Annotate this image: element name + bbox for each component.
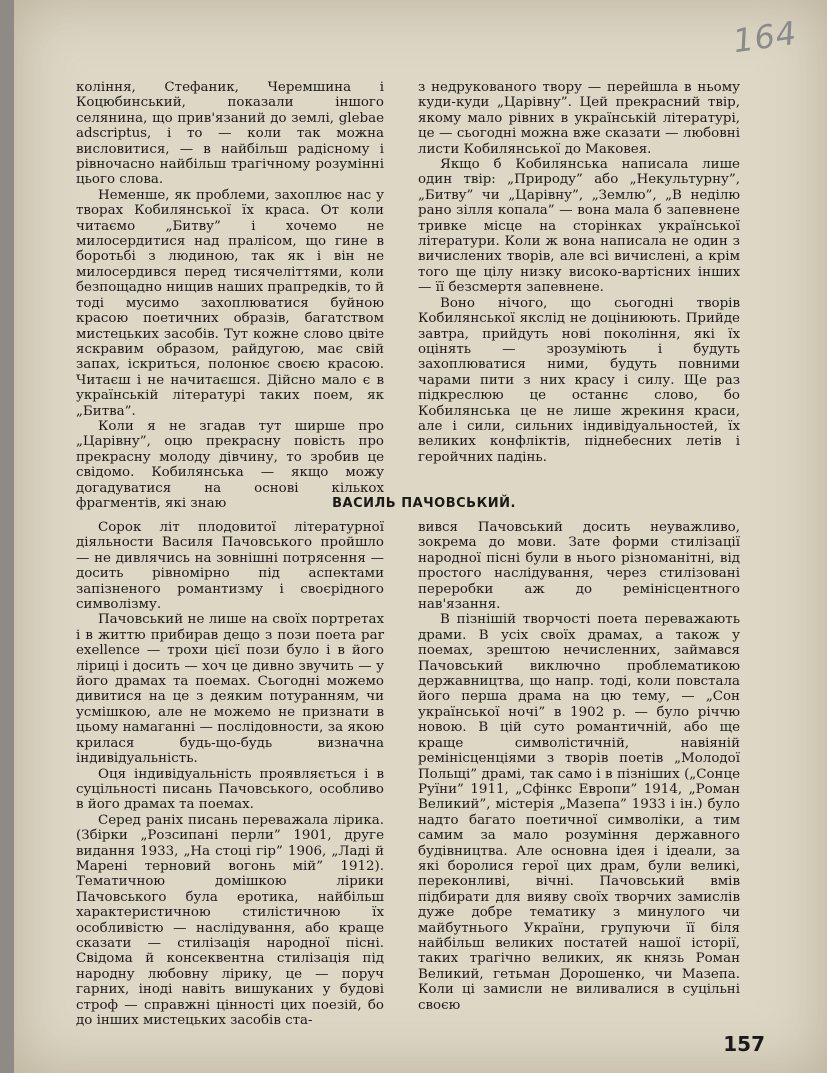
page-number: 157: [723, 1032, 765, 1056]
column-bottom-left: [76, 520, 384, 1028]
column-top-right: [418, 80, 740, 465]
paragraph: Якщо б Кобилянська написала лише один твір: „Природу” або „Некультурну”, „Битву” чи „Царівну”, „Землю”, „В неділю рано зілля копала” — вона мала б запевнене тривке місце на сторінках української літератури. Коли ж вона написала не один з вичислених творів, але всі вичислені, а крім того ще цілу низку високо-вартісних інших — її безсмертя запевнене.: [418, 157, 740, 296]
paragraph: з недрукованого твору — перейшла в ньому куди-куди „Царівну”. Цей прекрасний твір, якому мало рівних в українській літературі, це — сьогодні можна вже сказати — любовні листи Кобилянської до Маковея.: [418, 80, 740, 157]
paragraph: В пізнішій творчості поета переважають драми. В усіх своїх драмах, а також у поемах, зрештою нечисленних, займався Пачовський виключно проблематикою державництва, що напр. тоді, коли повстала його перша драма на цю тему, — „Сон української ночі” в 1902 р. — було річчю новою. В цій суто романтичній, або ще краще символістичній, навіяній ремінісценціями з творів поетів „Молодої Польщі” драмі, так само і в пізніших („Сонце Руїни” 1911, „Сфінкс Европи” 1914, „Роман Великий”, містерія „Мазепа” 1933 і ін.) було надто багато поетичної символіки, а тим самим за мало розуміння державного будівництва. Але основна ідея і ідеали, за які боролися герої цих драм, були великі, переконливі, вічні. Пачовський вмів підбирати для вияву своїх творчих замислів дуже добре тематику з минулого чи майбутнього України, групуючи її біля найбільш великих постатей нашої історії, таких трагічно великих, як князь Роман Великий, гетьман Дорошенко, чи Мазепа. Коли ці замисли не виливалися в суцільні своєю: [418, 612, 740, 1013]
paragraph: Пачовський не лише на своїх портретах і в життю прибирав дещо з пози поета par exellence — трохи цієї пози було і в його ліриці і досить — хоч це дивно звучить — у його драмах та поемах. Сьогодні можемо дивитися на це з деяким потуранням, чи усмішкою, але не можемо не признати в цьому намаганні — послідовности, за якою крилася будь-що-будь визначна індивідуальність.: [76, 612, 384, 767]
column-top-left: [76, 80, 384, 511]
paragraph: Серед раніх писань переважала лірика. (Збірки „Розсипані перли” 1901, друге видання 1933, „На стоці гір” 1906, „Ладі й Марені терновий вогонь мій” 1912). Тематичною домішкою лірики Пачовського була еротика, найбільш характеристичною стилістичною їх особливістю — наслідування, або краще сказати — стилізація народної пісні. Свідома й консеквентна стилізація під народну любовну лірику, це — поруч гарних, іноді навіть вишуканих у будові строф — справжні цінності цих поезій, бо до інших мистецьких засобів ста-: [76, 812, 384, 1028]
paragraph: Оця індивідуальність проявляється і в суцільності писань Пачовського, особливо в його драмах та поемах.: [76, 766, 384, 813]
paragraph: Воно нічого, що сьогодні творів Кобилянської якслід не доціниюють. Прийде завтра, прийдуть нові покоління, які їх оцінять — зрозуміють і будуть захоплюватися ними, будуть повними чарами пити з них красу і силу. Ще раз підкреслюю це останнє слово, бо Кобилянська це не лише жрекиня краси, але і сили, сильних індивідуальностей, їх великих конфліктів, піднебесних летів і геройчних падінь.: [418, 295, 740, 465]
column-bottom-right: [418, 520, 740, 1013]
paragraph: вився Пачовський досить неуважливо, зокрема до мови. Зате форми стилізації народної пісні були в нього різноманітні, від простого наслідування, через стилізовані переробки аж до ремінісцентного нав'язання.: [418, 520, 740, 613]
paragraph: Сорок літ плодовитої літературної діяльности Василя Пачовського пройшло — не дивлячись на зовнішні потрясення — досить рівномірно під аспектами запізненого романтизму і своєрідного символізму.: [76, 520, 384, 613]
section-heading: ВАСИЛЬ ПАЧОВСЬКИЙ.: [332, 496, 516, 511]
book-page: [14, 0, 827, 1073]
paragraph: Коли я не згадав тут ширше про „Царівну”, оцю прекрасну повість про прекрасну молоду дівчину, то зробив це свідомо. Кобилянська — якщо можу догадуватися на основі кількох фрагментів, які знаю: [76, 418, 384, 511]
handwritten-page-annotation: 164: [730, 13, 800, 61]
paragraph: Неменше, як проблеми, захоплює нас у творах Кобилянської їх краса. От коли читаємо „Битву” і хочемо не милосердитися над пралісом, що гине в боротьбі з людиною, так як і він не милосердився перед тисячеліттями, коли безпощадно нищив наших прапредків, то й тоді мусимо захоплюватися буйною красою поетичних образів, багатством мистецьких засобів. Тут кожне слово цвіте яскравим образом, райдугою, має свій запах, іскриться, полонює своєю красою. Читаєш і не начитаєшся. Дійсно мало є в українській літературі таких поем, як „Битва”.: [76, 187, 384, 419]
paragraph: коління, Стефаник, Черемшина і Коцюбинський, показали іншого селянина, що прив'язаний до землі, glebae adscriptus, і то — коли так можна висловитися, — в найбільш радісному і рівночасно найбільш трагічному розумінні цього слова.: [76, 80, 384, 188]
